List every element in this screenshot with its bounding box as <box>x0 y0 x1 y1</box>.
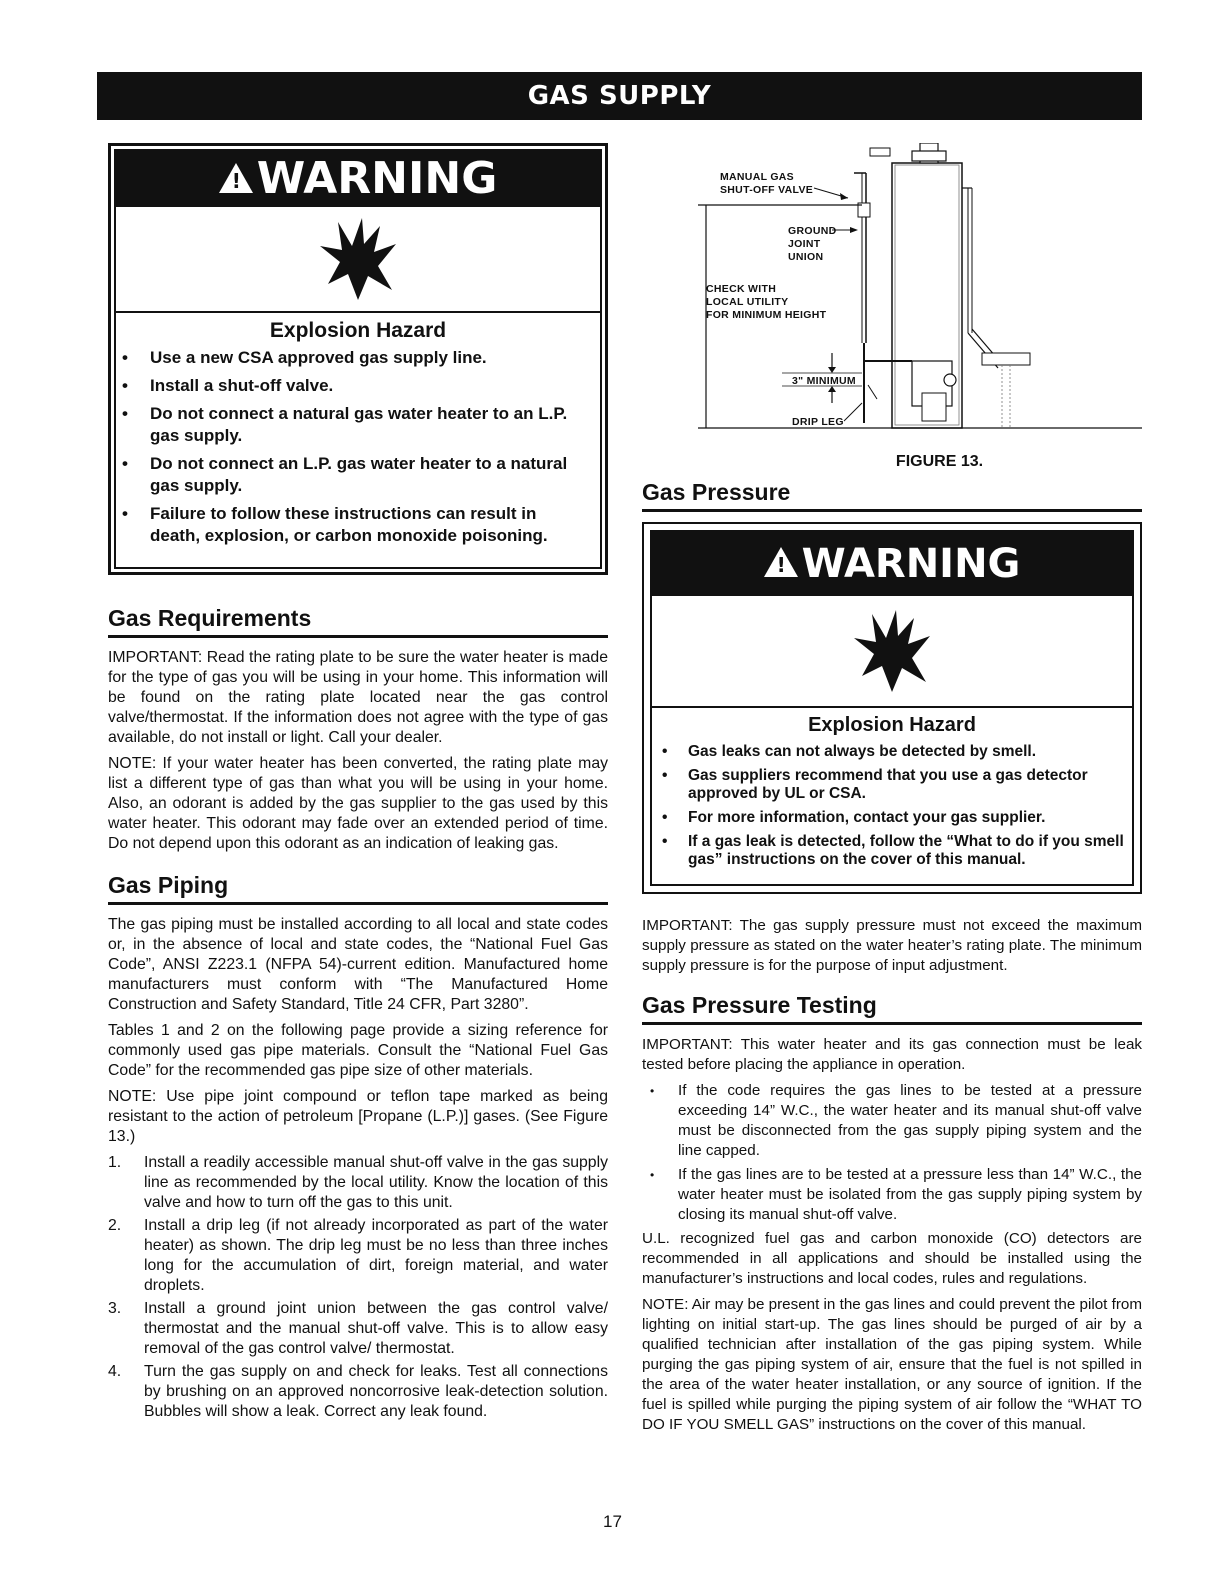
gas-piping-steps <box>108 1153 608 1422</box>
gas-piping-tables: Tables 1 and 2 on the following page provide a sizing reference for commonly used gas pipe materials. Consult the “National Fuel Gas Code” for the recommended gas pipe size of other materials. <box>108 1022 608 1079</box>
manual-gas-valve-label: MANUAL GAS SHUT-OFF VALVE <box>720 171 814 196</box>
figure-13-diagram <box>642 143 1142 443</box>
list-item: • For more information, contact your gas supplier. <box>662 809 1126 827</box>
list-item: • If the code requires the gas lines to be tested at a pressure exceeding 14” W.C., the water heater and its manual shut-off valve must be disconnected from the gas supply piping system and the line capped. <box>642 1081 1142 1161</box>
left-column <box>108 143 608 1425</box>
list-item: • Failure to follow these instructions can result in death, explosion, or carbon monoxide poisoning. <box>122 503 586 547</box>
list-item: • If a gas leak is detected, follow the “What to do if you smell gas” instructions on the cover of this manual. <box>662 833 1126 869</box>
gas-pressure-heading: Gas Pressure <box>642 479 1142 512</box>
detectors-paragraph: U.L. recognized fuel gas and carbon monoxide (CO) detectors are recommended in all applications and should be installed using the manufacturer’s instructions and local codes, rules and regulations. <box>642 1230 1142 1287</box>
gas-requirements-heading: Gas Requirements <box>108 605 608 638</box>
minimum-height-label: 3" MINIMUM <box>792 375 856 387</box>
gas-requirements-note: NOTE: If your water heater has been converted, the rating plate may list a different type of gas than what you will be using in your home. Also, an odorant is added by the gas supplier to the gas used by this water heater. This odorant may fade over an extended period of time. Do not depend upon this odorant as an indication of leaking gas. <box>108 755 608 852</box>
list-item: • Gas leaks can not always be detected by smell. <box>662 743 1126 761</box>
explosion-icon <box>116 207 600 313</box>
list-item: • Do not connect a natural gas water heater to an L.P. gas supply. <box>122 403 586 447</box>
warning-triangle-icon: ! <box>219 163 253 193</box>
list-item: • Install a shut-off valve. <box>122 375 586 397</box>
warning-title-2: Explosion Hazard <box>808 714 976 736</box>
warning-header-1: ! WARNING <box>116 151 600 207</box>
list-item: • Gas suppliers recommend that you use a gas detector approved by UL or CSA. <box>662 767 1126 803</box>
gas-requirements-important: IMPORTANT: Read the rating plate to be sure the water heater is made for the type of gas you will be using in your home. This information will be found on the rating plate located near the gas control valve/thermostat. If the information does not agree with the type of gas available, do not install or light. Call your dealer. <box>108 649 608 746</box>
warning-box-2 <box>642 522 1142 894</box>
air-purge-note: NOTE: Air may be present in the gas lines and could prevent the pilot from lighting on initial start-up. The gas lines should be purged of air by a qualified technician after installation of the gas piping system. While purging the gas piping system of air, ensure that the fuel is not spilled in the area of the water heater installation, or any source of ignition. If the fuel is spilled while purging the piping system of air follow the “WHAT TO DO IF YOU SMELL GAS” instructions on the cover of this manual. <box>642 1296 1142 1433</box>
right-column <box>642 143 1142 1441</box>
warning-title-1: Explosion Hazard <box>269 319 447 342</box>
warning-list-2 <box>652 743 1132 869</box>
drip-leg-label: DRIP LEG <box>792 416 844 428</box>
list-item: • Use a new CSA approved gas supply line. <box>122 347 586 369</box>
figure-caption: FIGURE 13. <box>895 453 984 470</box>
gas-pressure-important: IMPORTANT: The gas supply pressure must not exceed the maximum supply pressure as stated on the water heater’s rating plate. The minimum supply pressure is for the purpose of input adjustment. <box>642 917 1142 974</box>
gas-piping-heading: Gas Piping <box>108 872 608 905</box>
list-item: 3. Install a ground joint union between the gas control valve/ thermostat and the manual shut-off valve. This is to allow easy removal of the gas control valve/ thermostat. <box>108 1300 608 1357</box>
gas-pressure-testing-bullets <box>642 1081 1142 1225</box>
check-utility-label: CHECK WITH LOCAL UTILITY FOR MINIMUM HEIGHT <box>706 283 827 321</box>
list-item: 1. Install a readily accessible manual shut-off valve in the gas supply line as recommended by the local utility. Know the location of this valve and how to turn off the gas to this unit. <box>108 1154 608 1211</box>
warning-box-1 <box>108 143 608 575</box>
warning-header-2: ! WARNING <box>652 532 1132 596</box>
list-item: • If the gas lines are to be tested at a pressure less than 14” W.C., the water heater must be isolated from the gas supply piping system by closing its manual shut-off valve. <box>642 1165 1142 1225</box>
list-item: • Do not connect an L.P. gas water heater to a natural gas supply. <box>122 453 586 497</box>
explosion-icon <box>652 596 1132 708</box>
gas-piping-note: NOTE: Use pipe joint compound or teflon tape marked as being resistant to the action of petroleum [Propane (L.P.)] gases. (See Figure 13.) <box>108 1088 608 1145</box>
ground-joint-union-label: GROUND JOINT UNION <box>788 225 837 263</box>
warning-triangle-icon: ! <box>764 547 798 577</box>
list-item: 2. Install a drip leg (if not already incorporated as part of the water heater) as shown. The drip leg must be no less than three inches long for the accumulation of dirt, foreign material, and water droplets. <box>108 1217 608 1294</box>
gas-pressure-testing-important: IMPORTANT: This water heater and its gas connection must be leak tested before placing the appliance in operation. <box>642 1036 1142 1073</box>
gas-pressure-testing-heading: Gas Pressure Testing <box>642 992 1142 1025</box>
gas-piping-intro: The gas piping must be installed according to all local and state codes or, in the absence of local and state codes, the “National Fuel Gas Code”, ANSI Z223.1 (NFPA 54)-current edition. Manufactured home manufacturers must conform with “The Manufactured Home Construction and Safety Standard, Title 24 CFR, Part 3280”. <box>108 916 608 1013</box>
section-banner: GAS SUPPLY <box>97 72 1142 120</box>
list-item: 4. Turn the gas supply on and check for leaks. Test all connections by brushing on an approved noncorrosive leak-detection solution. Bubbles will show a leak. Correct any leak found. <box>108 1363 608 1420</box>
page-number: 17 <box>603 1512 622 1531</box>
warning-list-1 <box>116 347 600 547</box>
